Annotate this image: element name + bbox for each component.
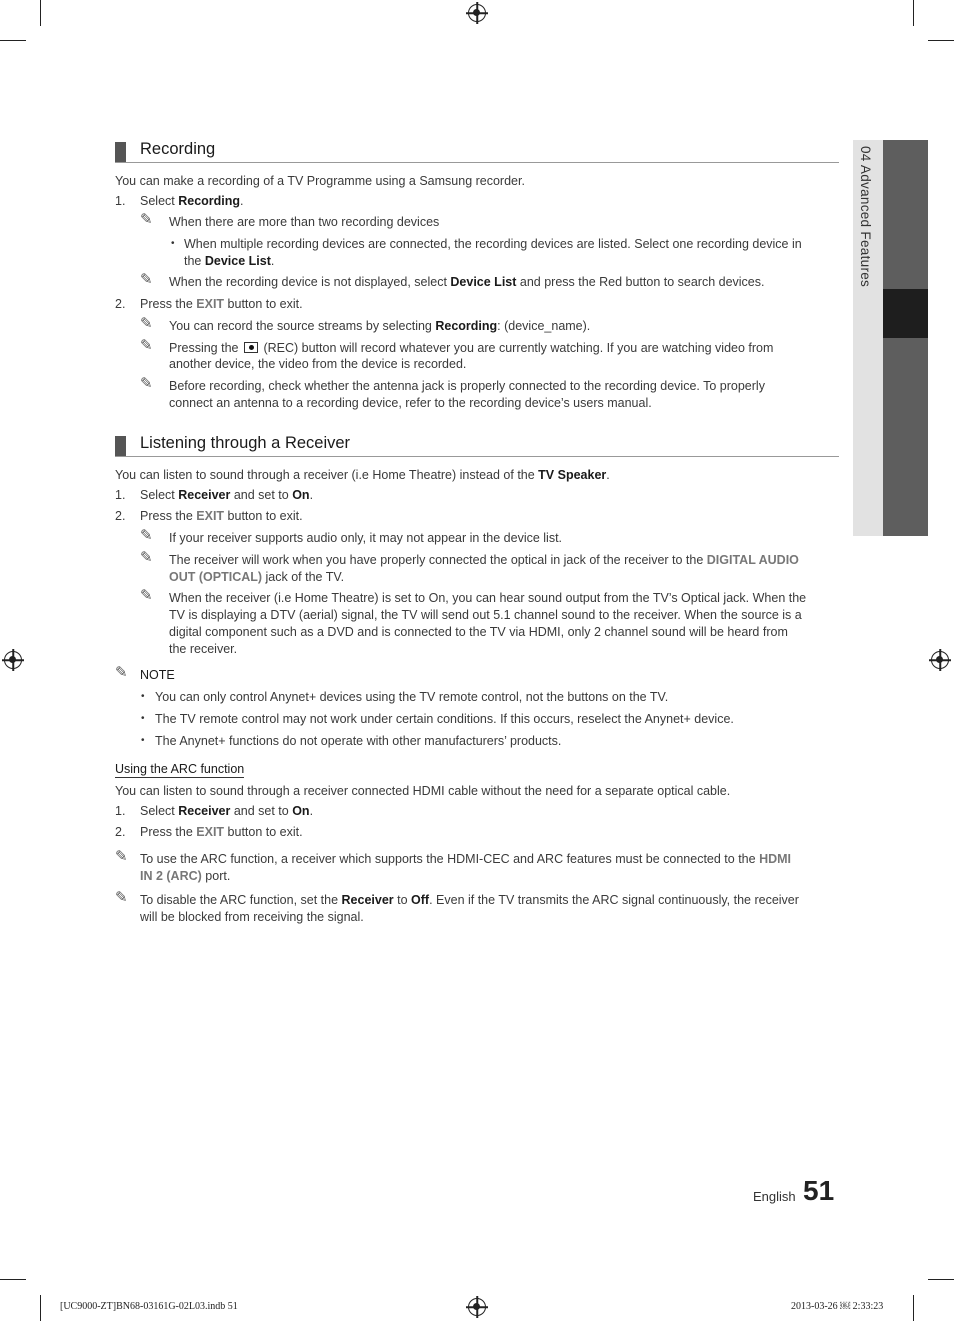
arc-step-1: Select Receiver and set to On. xyxy=(140,804,314,818)
step-number: 1. xyxy=(115,488,126,502)
step-number: 1. xyxy=(115,804,126,818)
arc-intro: You can listen to sound through a receiver connected HDMI cable without the need for a separate optical cable. xyxy=(115,784,731,798)
crop-mark xyxy=(40,1295,41,1321)
recording-note-4: Pressing the (REC) button will record whatever you are currently watching. If you are watching video from xyxy=(169,341,774,355)
recording-step-2: Press the EXIT button to exit. xyxy=(140,297,303,311)
side-tab-dark xyxy=(883,140,928,536)
note-pencil-icon: ✎ xyxy=(115,889,128,906)
note-item: The TV remote control may not work under certain conditions. If this occurs, reselect the Anynet+ device. xyxy=(155,712,734,726)
side-tab-label: 04 Advanced Features xyxy=(858,146,873,288)
side-tab-marker xyxy=(883,289,928,338)
recording-note-1: When there are more than two recording devices xyxy=(169,215,440,229)
bullet-icon: • xyxy=(171,238,175,249)
receiver-step-1: Select Receiver and set to On. xyxy=(140,488,314,502)
section-title: Listening through a Receiver xyxy=(140,434,351,452)
arc-note-1: To use the ARC function, a receiver which supports the HDMI-CEC and ARC features must be connected to the HDMI xyxy=(140,852,792,866)
rec-button-icon xyxy=(244,342,258,353)
registration-mark-icon xyxy=(4,651,22,669)
receiver-note-1: If your receiver supports audio only, it may not appear in the device list. xyxy=(169,531,563,545)
recording-note-1-bullet-cont: the Device List. xyxy=(184,254,275,268)
note-pencil-icon: ✎ xyxy=(140,337,153,354)
arc-note-1-cont: IN 2 (ARC) port. xyxy=(140,869,231,883)
subsection-title-arc: Using the ARC function xyxy=(115,762,245,776)
receiver-intro: You can listen to sound through a receiver (i.e Home Theatre) instead of the TV Speaker. xyxy=(115,468,610,482)
arc-note-2: To disable the ARC function, set the Receiver to Off. Even if the TV transmits the ARC signal continuously, the receiver xyxy=(140,893,799,907)
step-number: 2. xyxy=(115,825,126,839)
note-pencil-icon: ✎ xyxy=(140,375,153,392)
step-number: 2. xyxy=(115,297,126,311)
step-number: 1. xyxy=(115,194,126,208)
receiver-step-2: Press the EXIT button to exit. xyxy=(140,509,303,523)
receiver-note-2: The receiver will work when you have properly connected the optical in jack of the receiver to the DIGITAL AUDIO xyxy=(169,553,799,567)
recording-step-1: Select Recording. xyxy=(140,194,244,208)
crop-mark xyxy=(0,1279,26,1280)
section-heading-recording xyxy=(115,140,839,163)
note-pencil-icon: ✎ xyxy=(140,527,153,544)
receiver-note-2-cont: OUT (OPTICAL) jack of the TV. xyxy=(169,570,345,584)
page-language: English xyxy=(753,1189,796,1204)
heading-bar xyxy=(115,436,126,456)
registration-mark-icon xyxy=(468,4,486,22)
note-pencil-icon: ✎ xyxy=(140,211,153,228)
recording-note-1-bullet: When multiple recording devices are connected, the recording devices are listed. Select one recording device in xyxy=(184,237,802,251)
section-title: Recording xyxy=(140,140,216,158)
heading-bar xyxy=(115,142,126,162)
note-pencil-icon: ✎ xyxy=(115,664,128,681)
arc-note-2-cont: will be blocked from receiving the signal. xyxy=(140,910,364,924)
receiver-note-3: When the receiver (i.e Home Theatre) is set to On, you can hear sound output from the TV’s Optical jack. When the xyxy=(169,591,807,605)
note-item: The Anynet+ functions do not operate with other manufacturers’ products. xyxy=(155,734,562,748)
print-footer-left: [UC9000-ZT]BN68-03161G-02L03.indb 51 xyxy=(60,1301,238,1312)
note-pencil-icon: ✎ xyxy=(140,587,153,604)
recording-note-3: You can record the source streams by selecting Recording: (device_name). xyxy=(169,319,591,333)
note-item: You can only control Anynet+ devices using the TV remote control, not the buttons on the TV. xyxy=(155,690,669,704)
crop-mark xyxy=(913,1295,914,1321)
recording-note-5-cont: connect an antenna to a recording device, refer to the recording device’s users manual. xyxy=(169,396,652,410)
note-label: NOTE xyxy=(140,668,175,682)
bullet-icon: • xyxy=(141,735,145,746)
recording-note-5: Before recording, check whether the antenna jack is properly connected to the recording device. To properly xyxy=(169,379,765,393)
crop-mark xyxy=(40,0,41,26)
step-number: 2. xyxy=(115,509,126,523)
receiver-note-3-cont: digital component such as a DVD and is connected to the TV via HDMI, only 2 channel sound will be heard from xyxy=(169,625,788,639)
receiver-note-3-cont: the receiver. xyxy=(169,642,238,656)
note-pencil-icon: ✎ xyxy=(115,848,128,865)
print-footer-right: 2013-03-26 ￼ 2:33:23 xyxy=(791,1301,884,1312)
arc-step-2: Press the EXIT button to exit. xyxy=(140,825,303,839)
note-pencil-icon: ✎ xyxy=(140,315,153,332)
page-number: 51 xyxy=(803,1175,835,1206)
crop-mark xyxy=(913,0,914,26)
bullet-icon: • xyxy=(141,713,145,724)
crop-mark xyxy=(0,40,26,41)
section-heading-receiver xyxy=(115,434,839,457)
receiver-note-3-cont: TV is displaying a DTV (aerial) signal, the TV will send out 5.1 channel sound to the receiver. When the source is a xyxy=(169,608,802,622)
bullet-icon: • xyxy=(141,691,145,702)
recording-note-4-cont: another device, the video from the device is recorded. xyxy=(169,357,467,371)
note-pencil-icon: ✎ xyxy=(140,271,153,288)
recording-note-2: When the recording device is not displayed, select Device List and press the Red button to search devices. xyxy=(169,275,765,289)
crop-mark xyxy=(928,1279,954,1280)
registration-mark-icon xyxy=(931,651,949,669)
crop-mark xyxy=(928,40,954,41)
registration-mark-icon xyxy=(468,1298,486,1316)
recording-intro: You can make a recording of a TV Programme using a Samsung recorder. xyxy=(115,174,525,188)
note-pencil-icon: ✎ xyxy=(140,549,153,566)
